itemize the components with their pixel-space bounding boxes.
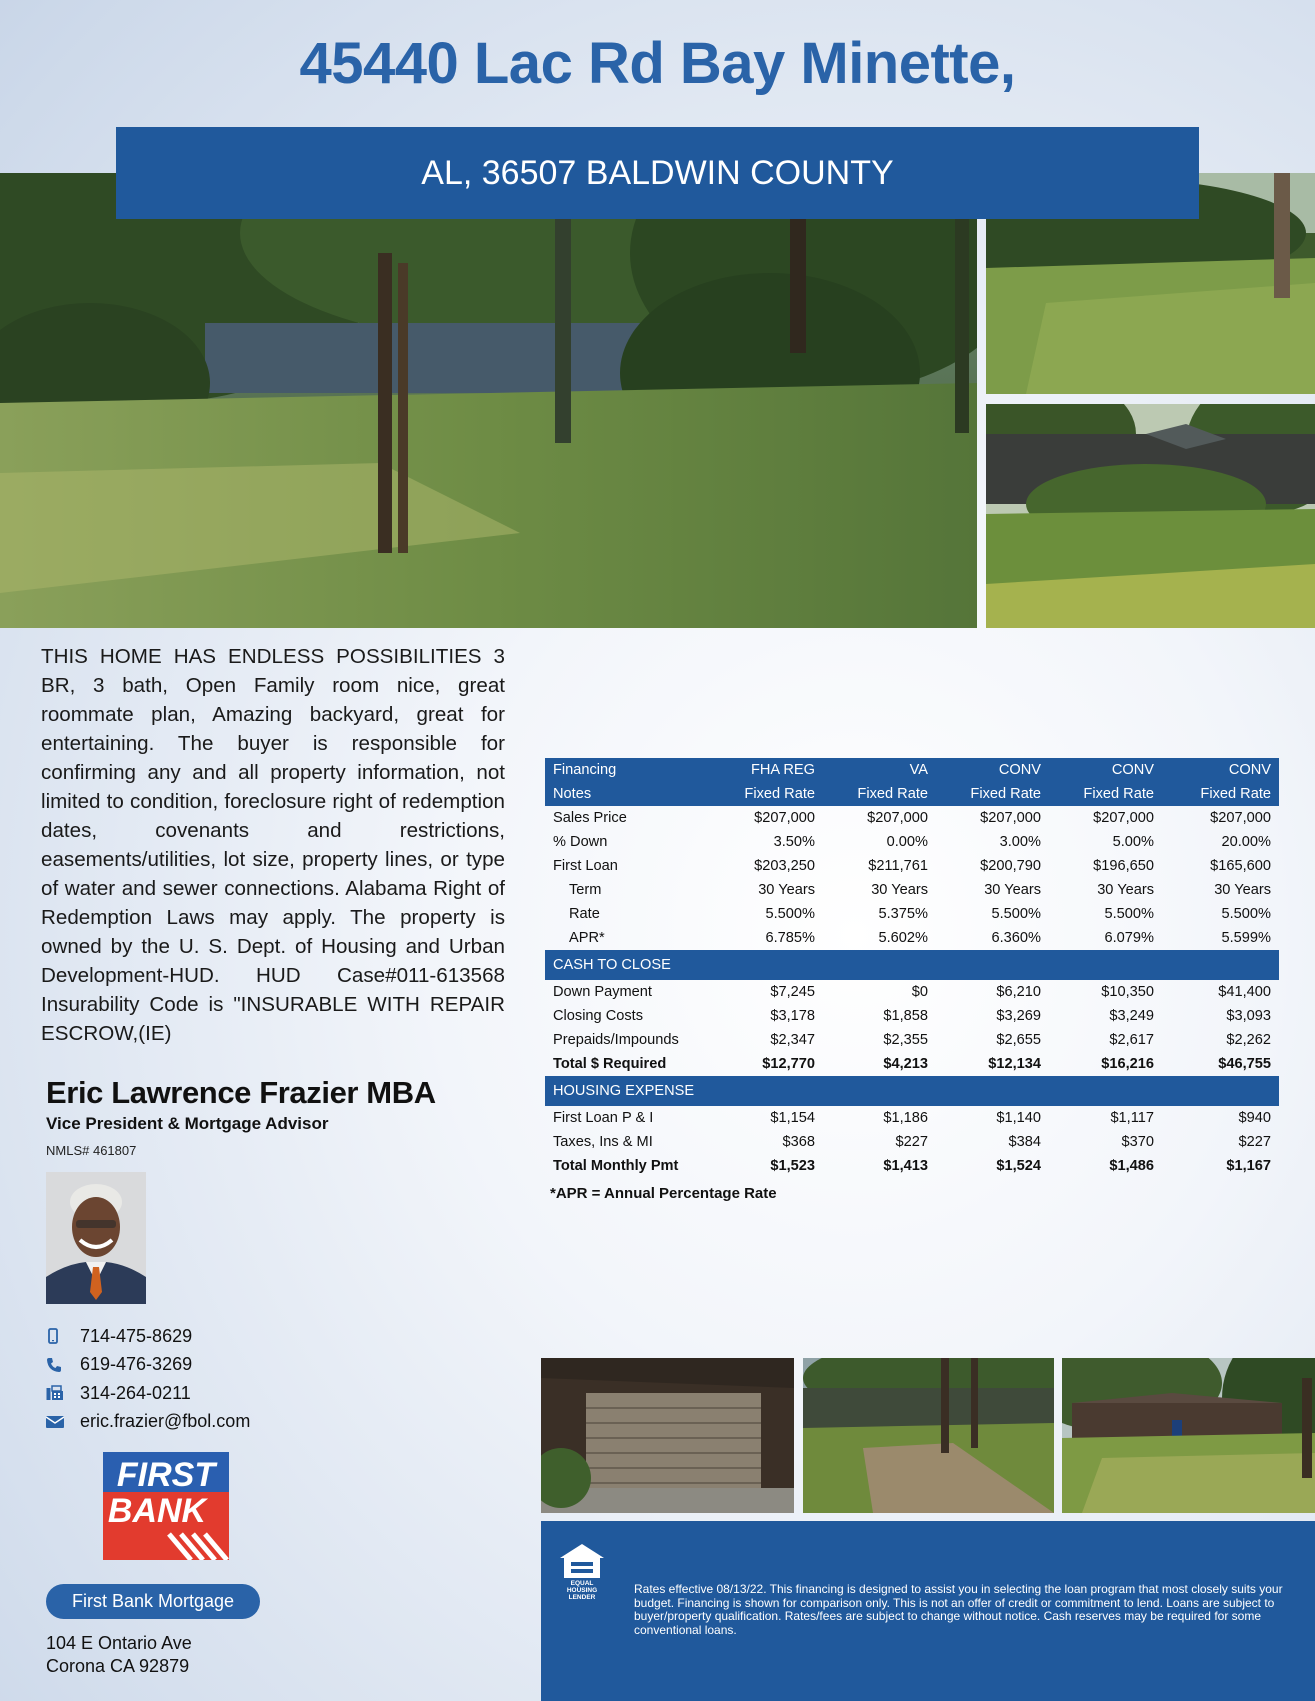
table-cell: 6.785% (765, 930, 815, 946)
table-cell: 30 Years (871, 882, 928, 898)
table-cell: $1,486 (1109, 1158, 1154, 1174)
table-cell: 6.079% (1104, 930, 1154, 946)
fax-icon (46, 1385, 80, 1401)
property-photo-garage (541, 1358, 794, 1513)
table-row (545, 830, 1279, 854)
table-cell: $211,761 (868, 858, 928, 874)
mobile-phone-icon (46, 1328, 80, 1344)
table-cell: $940 (1238, 1110, 1271, 1126)
financing-table (545, 758, 1279, 1178)
table-cell: 5.500% (991, 906, 1041, 922)
table-cell: $2,355 (883, 1032, 928, 1048)
agent-name: Eric Lawrence Frazier MBA (46, 1075, 436, 1110)
agent-nmls: NMLS# 461807 (46, 1143, 137, 1158)
table-cell: 5.599% (1221, 930, 1271, 946)
table-cell: $7,245 (770, 984, 815, 1000)
table-cell: 30 Years (984, 882, 1041, 898)
table-cell: $3,269 (996, 1008, 1041, 1024)
table-cell: Fixed Rate (1162, 782, 1279, 806)
table-cell: $207,000 (1093, 810, 1154, 826)
table-cell: $4,213 (883, 1056, 928, 1072)
table-cell: 3.00% (999, 834, 1041, 850)
equal-housing-lender-icon (557, 1542, 607, 1601)
table-row (545, 980, 1279, 1004)
disclaimer-text: Rates effective 08/13/22. This financing is designed to assist you in selecting the loan program that most closely suits your budget. Financing is shown for comparison only. This is not an offer of credit or commitment to lend. Loans are subject to buyer/property qualification. Rates/fees are subject to change without notice. Cash reserves may be required for some conventional loans. (634, 1582, 1283, 1637)
contact-mobile[interactable] (46, 1322, 250, 1351)
table-cell: 5.500% (765, 906, 815, 922)
table-cell: $1,154 (770, 1110, 815, 1126)
table-row (545, 1106, 1279, 1130)
table-cell: $2,655 (996, 1032, 1041, 1048)
envelope-icon (46, 1415, 80, 1429)
table-cell: $0 (911, 984, 928, 1000)
table-cell: FHA REG (709, 758, 823, 782)
table-cell: 6.360% (991, 930, 1041, 946)
table-cell: Fixed Rate (709, 782, 823, 806)
property-photo-front (1062, 1358, 1315, 1513)
row-label: % Down (553, 834, 608, 850)
row-label: Term (569, 882, 602, 898)
contact-phone-value: 619-476-3269 (80, 1354, 193, 1375)
table-cell: $196,650 (1093, 858, 1154, 874)
table-cell: 5.602% (878, 930, 928, 946)
row-label: Down Payment (553, 984, 652, 1000)
contact-mobile-value: 714-475-8629 (80, 1325, 193, 1346)
address-line-2: Corona CA 92879 (46, 1656, 190, 1676)
company-name-badge[interactable]: First Bank Mortgage (46, 1584, 260, 1619)
table-cell: $1,167 (1226, 1158, 1271, 1174)
row-label: Total $ Required (553, 1056, 667, 1072)
table-cell: $384 (1008, 1134, 1041, 1150)
table-cell: CONV (936, 758, 1049, 782)
row-label: Total Monthly Pmt (553, 1158, 679, 1174)
row-label: Sales Price (553, 810, 627, 826)
table-cell: VA (823, 758, 936, 782)
table-cell: $227 (895, 1134, 928, 1150)
row-label: Rate (569, 906, 600, 922)
table-cell: $41,400 (1218, 984, 1271, 1000)
table-cell: $207,000 (1210, 810, 1271, 826)
table-cell: $207,000 (980, 810, 1041, 826)
table-cell: 30 Years (1214, 882, 1271, 898)
table-cell: $6,210 (996, 984, 1041, 1000)
table-cell: $3,093 (1226, 1008, 1271, 1024)
agent-title: Vice President & Mortgage Advisor (46, 1114, 329, 1133)
location-banner (116, 127, 1199, 219)
table-cell: 20.00% (1221, 834, 1271, 850)
table-cell: $46,755 (1218, 1056, 1271, 1072)
table-cell: $200,790 (980, 858, 1041, 874)
table-cell: 5.500% (1221, 906, 1271, 922)
table-cell: $207,000 (867, 810, 928, 826)
table-cell: $10,350 (1101, 984, 1154, 1000)
table-cell: $368 (782, 1134, 815, 1150)
table-cell: $12,770 (762, 1056, 815, 1072)
table-cell: 3.50% (773, 834, 815, 850)
table-cell: $1,140 (996, 1110, 1041, 1126)
row-label: Prepaids/Impounds (553, 1032, 679, 1048)
svg-text:FIRST: FIRST (116, 1456, 216, 1494)
table-cell: $1,413 (883, 1158, 928, 1174)
table-cell: 5.500% (1104, 906, 1154, 922)
table-header-row (545, 782, 1279, 806)
section-header-label: CASH TO CLOSE (545, 950, 1279, 980)
table-cell: $227 (1238, 1134, 1271, 1150)
table-cell: 5.375% (878, 906, 928, 922)
property-photo-house-side (986, 404, 1315, 628)
table-row (545, 1130, 1279, 1154)
section-header-label: HOUSING EXPENSE (545, 1076, 1279, 1106)
phone-icon (46, 1357, 80, 1373)
section-cash-to-close (545, 950, 1279, 980)
row-label: Closing Costs (553, 1008, 644, 1024)
table-row (545, 1004, 1279, 1028)
table-cell: 30 Years (758, 882, 815, 898)
table-cell: $1,117 (1110, 1110, 1154, 1126)
contact-phone[interactable] (46, 1351, 250, 1380)
ehl-label: EQUAL HOUSING LENDER (566, 1580, 598, 1601)
contact-email-value: eric.frazier@fbol.com (80, 1411, 251, 1432)
table-row (545, 806, 1279, 830)
contact-email[interactable] (46, 1408, 250, 1437)
row-label: First Loan P & I (553, 1110, 654, 1126)
table-row (545, 1028, 1279, 1052)
row-label: Notes (545, 782, 709, 806)
page-title: 45440 Lac Rd Bay Minette, (299, 31, 1016, 96)
agent-photo (46, 1172, 146, 1304)
company-address (46, 1632, 192, 1678)
row-label: Financing (545, 758, 709, 782)
table-cell: $370 (1121, 1134, 1154, 1150)
table-cell: Fixed Rate (823, 782, 936, 806)
address-line-1: 104 E Ontario Ave (46, 1633, 192, 1653)
table-header-row (545, 758, 1279, 782)
disclaimer-panel (541, 1521, 1315, 1701)
location-text: AL, 36507 BALDWIN COUNTY (421, 153, 894, 192)
table-cell: 5.00% (1112, 834, 1154, 850)
section-housing-expense (545, 1076, 1279, 1106)
table-cell: $165,600 (1210, 858, 1271, 874)
contact-fax-value: 314-264-0211 (80, 1382, 191, 1403)
table-cell: $1,186 (883, 1110, 928, 1126)
apr-footnote: *APR = Annual Percentage Rate (550, 1185, 777, 1202)
table-cell: $12,134 (988, 1056, 1041, 1072)
table-cell: $3,178 (770, 1008, 815, 1024)
table-cell: $207,000 (754, 810, 815, 826)
table-cell: Fixed Rate (1049, 782, 1162, 806)
table-cell: $1,523 (770, 1158, 815, 1174)
property-photo-driveway (803, 1358, 1054, 1513)
table-cell: $203,250 (754, 858, 815, 874)
table-cell: Fixed Rate (936, 782, 1049, 806)
contact-fax[interactable] (46, 1379, 250, 1408)
table-row (545, 878, 1279, 902)
table-cell: $1,524 (996, 1158, 1041, 1174)
row-label: First Loan (553, 858, 618, 874)
row-label: APR* (569, 930, 605, 946)
table-cell: $2,347 (770, 1032, 815, 1048)
table-cell: 0.00% (886, 834, 928, 850)
table-cell: $3,249 (1109, 1008, 1154, 1024)
table-cell: CONV (1162, 758, 1279, 782)
row-label: Taxes, Ins & MI (553, 1134, 653, 1150)
first-bank-logo (103, 1452, 229, 1560)
table-row (545, 926, 1279, 950)
svg-text:BANK: BANK (107, 1492, 207, 1530)
table-cell: $2,262 (1226, 1032, 1271, 1048)
table-cell: 30 Years (1097, 882, 1154, 898)
table-cell: $2,617 (1109, 1032, 1154, 1048)
total-row (545, 1154, 1279, 1178)
table-row (545, 854, 1279, 878)
table-cell: $1,858 (883, 1008, 928, 1024)
table-cell: CONV (1049, 758, 1162, 782)
property-photo-main (0, 173, 977, 628)
table-cell: $16,216 (1101, 1056, 1154, 1072)
property-description: THIS HOME HAS ENDLESS POSSIBILITIES 3 BR, 3 bath, Open Family room nice, great roommate plan, Amazing backyard, great for entertaining. The buyer is responsible for confirming any and all property information, not limited to condition, foreclosure right of redemption dates, covenants and restrictions, easements/utilities, lot size, property lines, or type of water and sewer connections. Alabama Right of Redemption Laws may apply. The property is owned by the U. S. Dept. of Housing and Urban Development-HUD. HUD Case#011-613568 Insurability Code is "INSURABLE WITH REPAIR ESCROW,(IE) (41, 645, 505, 1045)
agent-contacts (46, 1322, 250, 1436)
table-row (545, 902, 1279, 926)
total-row (545, 1052, 1279, 1076)
